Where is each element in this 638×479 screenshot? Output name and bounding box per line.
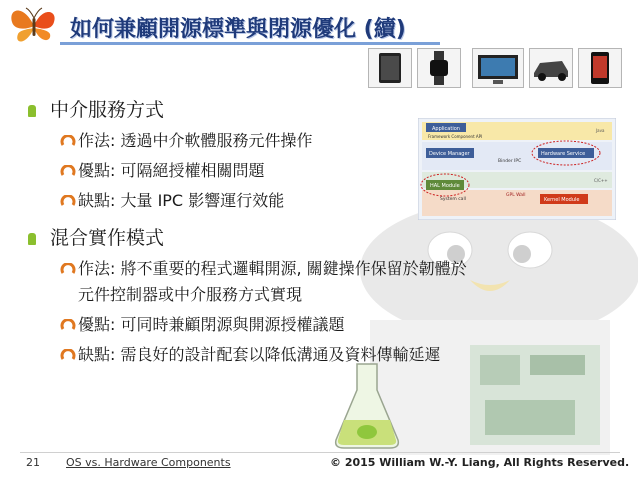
title-bar: [0, 0, 638, 48]
diagram-label-device-manager: Device Manager: [429, 151, 470, 157]
diagram-label-java: Java: [596, 128, 605, 133]
title-underline: [60, 42, 440, 45]
page-title: 如何兼顧開源標準與閉源優化 (續): [70, 17, 406, 42]
architecture-diagram: [418, 118, 616, 220]
bullet-label: 中介服務方式: [50, 99, 165, 121]
sub-bullet-icon: [60, 165, 76, 179]
sub-bullet-label: 優點: 可同時兼顧閉源與開源授權議題: [78, 315, 345, 334]
sub-bullet-disadvantage-1: [60, 188, 284, 211]
sub-bullet-icon: [60, 349, 76, 363]
copyright-notice: © 2015 William W.-Y. Liang, All Rights Reserved.: [330, 456, 630, 469]
sub-bullet-label: 缺點: 大量 IPC 影響運行效能: [78, 191, 285, 210]
diagram-label-binder-ipc: Binder IPC: [498, 159, 522, 164]
sub-bullet-icon: [60, 195, 76, 209]
sub-bullet-label: 作法: 透過中介軟體服務元件操作: [78, 131, 313, 150]
course-link[interactable]: OS vs. Hardware Components: [66, 456, 231, 469]
diagram-label-hal-module: HAL Module: [430, 183, 460, 189]
page-number: 21: [26, 456, 40, 469]
car-icon: [529, 48, 573, 88]
footer-divider: [20, 452, 620, 453]
diagram-label-gpl-wall: GPL Wall: [506, 193, 526, 198]
sub-bullet-label: 作法: 將不重要的程式邏輯開源, 關鍵操作保留於韌體於: [78, 259, 467, 278]
diagram-label-hardware-service: Hardware Service: [541, 151, 586, 157]
bullet-label: 混合實作模式: [50, 227, 165, 249]
sub-bullet-icon: [60, 135, 76, 149]
sub-bullet-disadvantage-2: [60, 342, 440, 365]
bullet-icon: [28, 233, 36, 245]
sub-bullet-advantage-2: [60, 312, 344, 335]
flask-icon: [332, 360, 402, 452]
sub-bullet-advantage-1: [60, 158, 264, 181]
sub-bullet-approach-2-continued: [78, 282, 302, 305]
tablet-icon: [368, 48, 412, 88]
sub-bullet-label: 缺點: 需良好的設計配套以降低溝通及資料傳輸延遲: [78, 345, 441, 364]
sub-bullet-icon: [60, 319, 76, 333]
bullet-hybrid-implementation: [28, 223, 164, 250]
smartwatch-icon: [417, 48, 461, 88]
diagram-label-application: Application: [432, 126, 460, 132]
sub-bullet-approach-1: [60, 128, 312, 151]
smart-tv-icon: [472, 48, 524, 88]
diagram-label-system-call: System call: [440, 197, 466, 202]
sub-bullet-icon: [60, 263, 76, 277]
diagram-label-framework: Framework Component API: [428, 134, 483, 139]
diagram-label-cpp: C/C++: [594, 178, 608, 183]
sub-bullet-label: 元件控制器或中介服務方式實現: [78, 285, 303, 304]
sub-bullet-label: 優點: 可隔絕授權相關問題: [78, 161, 265, 180]
butterfly-logo-icon: [6, 2, 62, 50]
smartphone-icon: [578, 48, 622, 88]
bullet-icon: [28, 105, 36, 117]
sub-bullet-approach-2: [60, 256, 467, 279]
bullet-middleware-service: [28, 95, 164, 122]
diagram-label-kernel-module: Kernel Module: [544, 197, 580, 203]
